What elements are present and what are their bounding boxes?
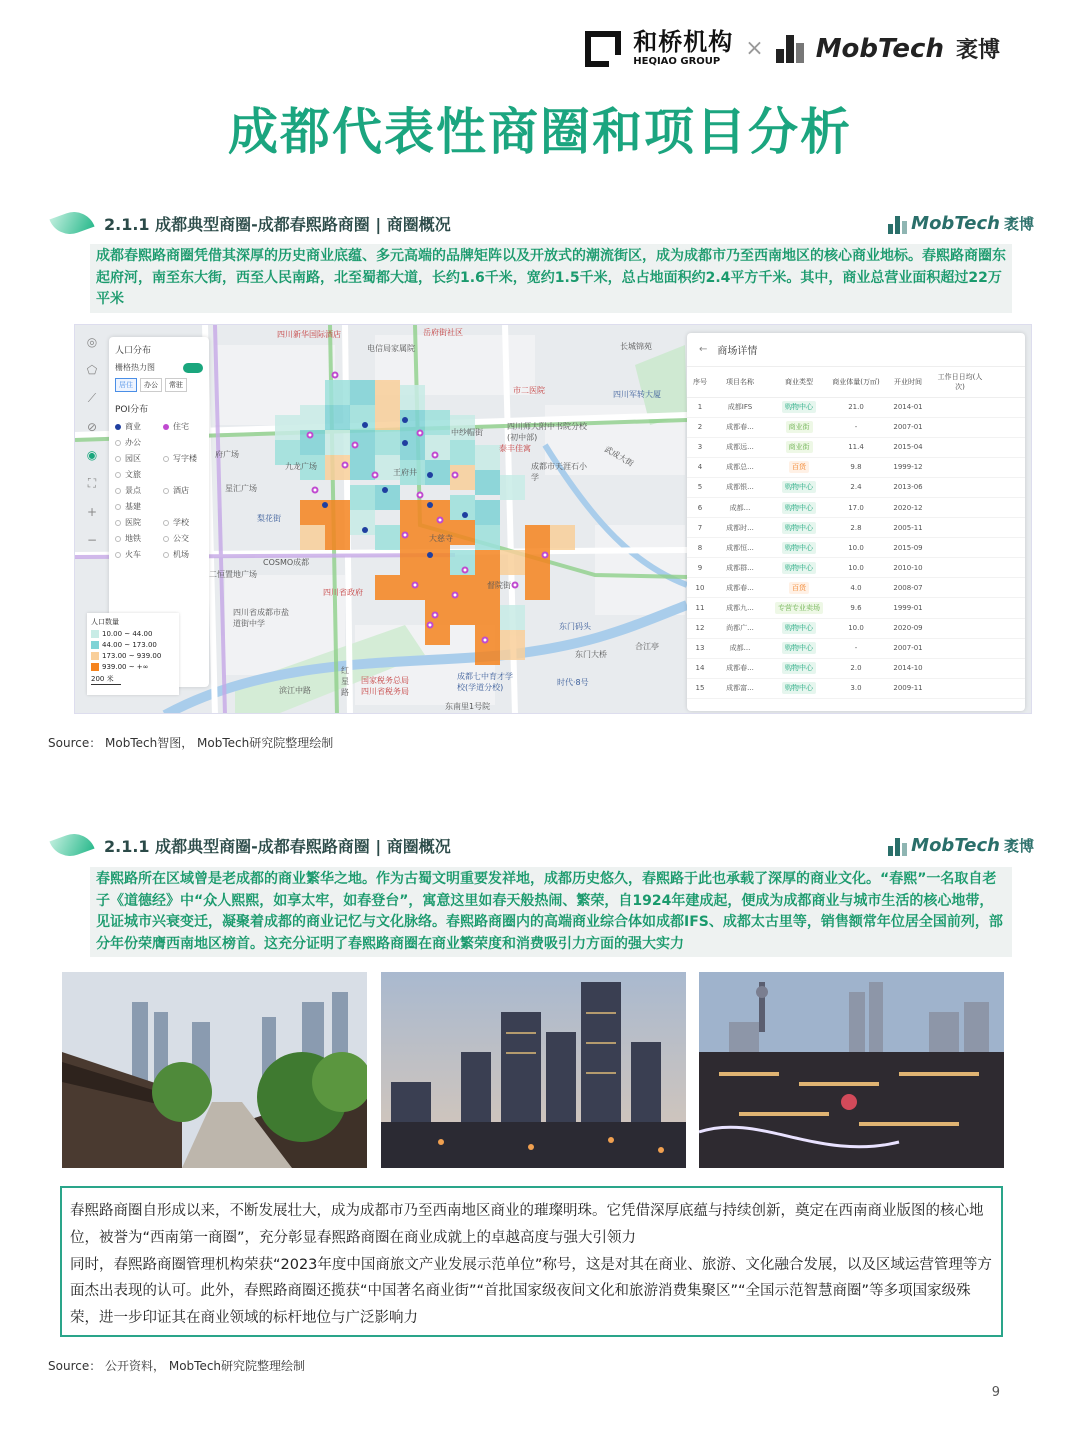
checkbox-icon — [115, 536, 121, 542]
poi-label: 火车 — [125, 550, 141, 559]
table-cell: 成都春... — [713, 417, 767, 437]
poi-label: 文旅 — [125, 470, 141, 479]
mall-table — [687, 367, 1025, 699]
type-tag: 购物中心 — [782, 622, 816, 634]
table-cell: 11.4 — [831, 437, 881, 457]
map-label: 东南里1号院 — [445, 702, 491, 711]
col-header: 商业类型 — [767, 367, 831, 397]
table-cell: 2015-04 — [881, 437, 935, 457]
heqiao-logo-en: HEQIAO GROUP — [633, 56, 721, 67]
poi-label: 写字楼 — [173, 454, 197, 463]
table-cell: 2.0 — [831, 658, 881, 678]
table-cell: 4 — [687, 457, 713, 477]
mobtech-logo-word: MobTech — [815, 33, 944, 64]
brand-word: MobTech — [911, 212, 1000, 234]
type-tag: 商业街 — [786, 441, 813, 453]
table-cell: 2 — [687, 417, 713, 437]
table-cell: 10.0 — [831, 538, 881, 558]
map-label: 国家税务总局四川省税务局 — [361, 676, 409, 696]
table-cell — [985, 477, 1025, 497]
table-cell — [767, 618, 831, 638]
table-cell: 2010-10 — [881, 558, 935, 578]
table-cell — [767, 397, 831, 417]
type-tag: 购物中心 — [782, 642, 816, 654]
layers-icon[interactable]: ◎ — [86, 335, 98, 349]
map-label: 东门码头 — [559, 622, 591, 631]
type-tag: 购物中心 — [782, 522, 816, 534]
table-cell — [985, 618, 1025, 638]
map-label: 电信局家属院 — [367, 344, 415, 353]
poi-label: 公交 — [173, 534, 189, 543]
table-cell — [985, 538, 1025, 558]
commerce-dot-icon — [115, 424, 121, 430]
map-label: 滨江中路 — [279, 686, 311, 695]
table-cell: - — [831, 638, 881, 658]
table-cell — [935, 678, 985, 698]
mobtech-mark-icon — [888, 216, 907, 234]
compass-icon[interactable]: ⊘ — [86, 420, 98, 434]
table-cell: 1999-01 — [881, 598, 935, 618]
table-cell: 2014-01 — [881, 397, 935, 417]
table-cell: 2020-12 — [881, 497, 935, 517]
map-toolbar — [81, 335, 103, 547]
table-cell — [935, 578, 985, 598]
table-row[interactable] — [687, 397, 1025, 417]
summary-box — [60, 1186, 1003, 1337]
table-cell — [767, 598, 831, 618]
table-cell: 8 — [687, 538, 713, 558]
map-screenshot — [74, 324, 1032, 714]
table-cell: 1 — [687, 397, 713, 417]
table-cell — [935, 397, 985, 417]
table-row[interactable] — [687, 518, 1025, 538]
type-tag: 百货 — [789, 582, 809, 594]
table-cell — [985, 638, 1025, 658]
legend-title: 人口数量 — [91, 618, 119, 626]
table-cell — [935, 538, 985, 558]
table-cell: 2.4 — [831, 477, 881, 497]
map-label: 二恒置地广场 — [209, 570, 257, 579]
col-header: 序号 — [687, 367, 713, 397]
table-cell: 成都春... — [713, 578, 767, 598]
table-cell: 5 — [687, 477, 713, 497]
photo-taikoo-li-day — [62, 972, 367, 1168]
legend-swatch — [91, 663, 99, 671]
residence-dot-icon — [163, 424, 169, 430]
poi-label: 地铁 — [125, 534, 141, 543]
map-label: 四川新华国际酒店 — [277, 330, 341, 339]
map-label: 岳府街社区 — [423, 328, 463, 337]
summary-paragraph-2: 同时，春熙路商圈管理机构荣获“2023年度中国商旅文产业发展示范单位”称号，这是对其在商业、旅游、文化融合发展，以及区域运营管理等方面杰出表现的认可。此外，春熙路商圈还揽获“中国著名商业街”“首批国家级夜间文化和旅游消费集聚区”“全国示范智慧商圈”等多项国家级殊荣，进一步印证其在商业领域的标杆地位与广泛影响力 — [70, 1256, 992, 1327]
table-cell: 10 — [687, 578, 713, 598]
checkbox-icon — [115, 520, 121, 526]
fullscreen-icon[interactable]: ⛶ — [87, 476, 97, 490]
poi-title: POI分布 — [115, 405, 149, 415]
table-cell: 成都九... — [713, 598, 767, 618]
col-header: 商业体量(万㎡) — [831, 367, 881, 397]
legend-swatch — [91, 641, 99, 649]
brand-word: MobTech — [911, 834, 1000, 856]
poi-row[interactable] — [115, 469, 203, 480]
heatmap-toggle[interactable] — [183, 363, 203, 373]
table-row[interactable] — [687, 618, 1025, 638]
poi-row[interactable] — [115, 453, 203, 464]
checkbox-icon — [115, 488, 121, 494]
table-cell: 2005-11 — [881, 518, 935, 538]
mobtech-logo-cn: 袤博 — [955, 38, 1000, 63]
legend-label: 10.00 ~ 44.00 — [102, 630, 153, 638]
table-cell — [935, 417, 985, 437]
table-cell — [985, 417, 1025, 437]
table-row[interactable] — [687, 578, 1025, 598]
table-cell — [935, 457, 985, 477]
section2-brand — [888, 835, 1034, 856]
map-label: 府广场 — [215, 450, 239, 459]
table-cell — [767, 497, 831, 517]
table-cell: 2007-01 — [881, 417, 935, 437]
table-cell: 10.0 — [831, 618, 881, 638]
table-cell: 成都... — [713, 497, 767, 517]
table-cell: 13 — [687, 638, 713, 658]
table-row[interactable] — [687, 437, 1025, 457]
page-number: 9 — [991, 1385, 1000, 1400]
section1-intro: 成都春熙路商圈凭借其深厚的历史商业底蕴、多元高端的品牌矩阵以及开放式的潮流街区，成为成都市乃至西南地区的核心商业地标。春熙路商圈东起府河，南至东大街，西至人民南路，北至蜀都大道，长约1.6千米，宽约1.5千米，总占地面积约2.4平方千米。其中，商业总营业面积超过22万平米 — [90, 244, 1012, 313]
photo-district-night — [699, 972, 1004, 1168]
ruler-icon[interactable]: ⟋ — [87, 391, 97, 405]
table-cell — [767, 518, 831, 538]
mall-detail-header — [687, 333, 1025, 367]
page-title: 成都代表性商圈和项目分析 — [228, 103, 852, 161]
type-tag: 购物中心 — [782, 542, 816, 554]
poi-label: 住宅 — [173, 422, 189, 431]
table-cell — [985, 437, 1025, 457]
map-label: 九龙广场 — [285, 462, 317, 471]
legend-swatch — [91, 630, 99, 638]
table-cell: 成都群... — [713, 558, 767, 578]
table-cell — [985, 497, 1025, 517]
table-cell — [935, 558, 985, 578]
leaf-icon — [48, 830, 96, 860]
map-label: 四川师大附中书院分校(初中部) — [507, 422, 587, 442]
table-cell: 2013-06 — [881, 477, 935, 497]
chip-residence[interactable]: 居住 — [115, 378, 137, 392]
table-cell: 12 — [687, 618, 713, 638]
table-row[interactable] — [687, 678, 1025, 698]
poi-row[interactable] — [115, 437, 203, 448]
table-cell: 15 — [687, 678, 713, 698]
checkbox-icon — [115, 552, 121, 558]
brand-cn: 袤博 — [1003, 214, 1034, 233]
scale-bar: 200 米 — [91, 674, 121, 685]
map-label: 泰丰佳寓 — [499, 444, 531, 453]
legend-label: 44.00 ~ 173.00 — [102, 641, 157, 649]
table-cell: 2007-01 — [881, 638, 935, 658]
table-row[interactable] — [687, 638, 1025, 658]
checkbox-icon — [163, 552, 169, 558]
poi-row[interactable] — [115, 485, 203, 496]
table-cell: 成都富... — [713, 678, 767, 698]
table-cell — [767, 417, 831, 437]
table-cell — [767, 437, 831, 457]
population-chips — [115, 378, 203, 392]
type-tag: 购物中心 — [782, 682, 816, 694]
section1-source: Source： MobTech智图， MobTech研究院整理绘制 — [48, 736, 334, 750]
map-label: 四川省成都市盐道街中学 — [233, 608, 289, 628]
map-label: 时代·8号 — [557, 678, 589, 687]
map-label: 东门大桥 — [575, 650, 607, 659]
table-row[interactable] — [687, 538, 1025, 558]
photo-row — [62, 972, 1004, 1168]
table-row[interactable] — [687, 497, 1025, 517]
type-tag: 购物中心 — [782, 401, 816, 413]
table-cell: 3 — [687, 437, 713, 457]
table-cell: 2015-09 — [881, 538, 935, 558]
table-cell — [985, 678, 1025, 698]
table-cell — [935, 477, 985, 497]
section1-header — [48, 206, 1034, 240]
table-cell — [985, 578, 1025, 598]
map-label: 梨花街 — [257, 514, 281, 523]
map-label: 督院街 — [487, 581, 511, 590]
table-cell: 1999-12 — [881, 457, 935, 477]
table-cell: 成都恒... — [713, 538, 767, 558]
table-cell: 9 — [687, 558, 713, 578]
map-label: 四川省政府 — [323, 588, 363, 597]
type-tag: 商业街 — [786, 421, 813, 433]
section2-intro: 春熙路所在区域曾是老成都的商业繁华之地。作为古蜀文明重要发祥地，成都历史悠久，春熙路于此也承载了深厚的商业文化。“春熙”一名取自老子《道德经》中“众人熙熙，如享太牢，如春登台”，寓意这里如春天般热闹、繁荣，自1924年建成起，便成为成都商业与城市生活的核心地带，见证城市兴衰变迁，凝聚着成都的商业记忆与文化脉络。春熙路商圈内的高端商业综合体如成都IFS、成都太古里等，销售额常年位居全国前列，部分年份荣膺西南地区榜首。这充分证明了春熙路商圈在商业繁荣度和消费吸引力方面的强大实力 — [90, 867, 1012, 957]
zoom-out-icon[interactable]: − — [86, 533, 98, 547]
table-row[interactable] — [687, 417, 1025, 437]
legend-swatch — [91, 652, 99, 660]
col-header: 项目名称 — [713, 367, 767, 397]
table-cell: 2.8 — [831, 518, 881, 538]
poi-label: 医院 — [125, 518, 141, 527]
summary-paragraph-1: 春熙路商圈自形成以来，不断发展壮大，成为成都市乃至西南地区商业的璀璨明珠。它凭借深厚底蕴与持续创新，奠定在西南商业版图的核心地位，被誉为“西南第一商圈”，充分彰显春熙路商圈在商业成就上的卓越高度与强大引领力 — [70, 1203, 984, 1246]
map-label: 武成大街 — [602, 444, 636, 469]
type-tag: 购物中心 — [782, 481, 816, 493]
map-label: 成都七中育才学校(学道分校) — [457, 672, 513, 692]
table-cell: 2014-10 — [881, 658, 935, 678]
mobtech-mark-icon — [888, 838, 907, 856]
table-row[interactable] — [687, 457, 1025, 477]
map-label: 星汇广场 — [225, 484, 257, 493]
map-label: 成都市天涯石小学 — [531, 462, 587, 482]
polygon-icon[interactable]: ⬠ — [86, 363, 98, 377]
poi-label: 园区 — [125, 454, 141, 463]
photo-ifs-night — [381, 972, 686, 1168]
section1-brand — [888, 213, 1034, 234]
legend-item — [91, 652, 175, 660]
mobtech-mark-icon — [776, 35, 804, 63]
table-row[interactable] — [687, 658, 1025, 678]
table-cell: - — [831, 417, 881, 437]
heqiao-logo — [633, 30, 733, 67]
poi-label: 机场 — [173, 550, 189, 559]
checkbox-icon — [115, 504, 121, 510]
table-cell — [985, 598, 1025, 618]
table-cell — [985, 658, 1025, 678]
poi-label: 商业 — [125, 422, 141, 431]
logo-separator: × — [745, 36, 764, 61]
table-cell — [935, 598, 985, 618]
table-cell: 9.6 — [831, 598, 881, 618]
checkbox-icon — [163, 456, 169, 462]
table-cell — [935, 437, 985, 457]
type-tag: 百货 — [789, 461, 809, 473]
checkbox-icon — [163, 520, 169, 526]
table-cell — [767, 678, 831, 698]
table-cell: 4.0 — [831, 578, 881, 598]
legend-item — [91, 641, 175, 649]
table-cell — [767, 477, 831, 497]
checkbox-icon — [115, 440, 121, 446]
table-cell — [767, 658, 831, 678]
checkbox-icon — [115, 456, 121, 462]
table-cell: 17.0 — [831, 497, 881, 517]
zoom-in-icon[interactable]: + — [86, 505, 98, 519]
poi-row[interactable] — [115, 501, 203, 512]
table-cell: 14 — [687, 658, 713, 678]
table-cell: 10.0 — [831, 558, 881, 578]
legend-item — [91, 663, 175, 671]
mall-detail-panel — [687, 333, 1025, 711]
map-label: 合江亭 — [635, 642, 659, 651]
poi-label: 学校 — [173, 518, 189, 527]
table-cell — [935, 518, 985, 538]
type-tag: 购物中心 — [782, 562, 816, 574]
table-cell — [985, 518, 1025, 538]
back-arrow-icon[interactable]: ← — [699, 344, 708, 355]
checkbox-icon — [115, 472, 121, 478]
table-cell — [767, 558, 831, 578]
table-row[interactable] — [687, 477, 1025, 497]
heqiao-logo-icon — [585, 31, 621, 67]
table-cell: 成都银... — [713, 477, 767, 497]
table-cell: 成都时... — [713, 518, 767, 538]
table-cell: 成都总... — [713, 457, 767, 477]
heat-label: 栅格热力图 — [115, 363, 155, 372]
poi-row[interactable] — [115, 517, 203, 528]
table-cell: 成都远... — [713, 437, 767, 457]
table-cell — [935, 638, 985, 658]
map-label: 大慈寺 — [429, 534, 453, 543]
map-label: 王府井 — [393, 468, 417, 477]
poi-row[interactable] — [115, 549, 203, 560]
leaf-icon — [48, 208, 96, 238]
table-cell — [767, 638, 831, 658]
table-cell — [985, 457, 1025, 477]
table-cell — [935, 497, 985, 517]
poi-label: 酒店 — [173, 486, 189, 495]
poi-row[interactable] — [115, 533, 203, 544]
table-cell: 成都IFS — [713, 397, 767, 417]
brand-cn: 袤博 — [1003, 836, 1034, 855]
type-tag: 专营专业卖场 — [775, 602, 823, 614]
mall-table-body — [687, 397, 1025, 698]
population-legend — [87, 613, 179, 695]
table-cell: 2020-09 — [881, 618, 935, 638]
table-cell: 7 — [687, 518, 713, 538]
map-label: 四川军转大厦 — [613, 390, 661, 399]
population-title: 人口分布 — [115, 346, 152, 356]
map-label: 市二医院 — [513, 386, 545, 395]
table-cell: 2009-11 — [881, 678, 935, 698]
table-cell — [935, 658, 985, 678]
section2-title: 2.1.1 成都典型商圈-成都春熙路商圈 | 商圈概况 — [104, 836, 451, 856]
mall-detail-title: 商场详情 — [717, 346, 758, 357]
table-cell: 成都春... — [713, 658, 767, 678]
poi-label: 景点 — [125, 486, 141, 495]
col-header: 开业时间 — [881, 367, 935, 397]
table-cell: 尚都广... — [713, 618, 767, 638]
table-cell — [767, 457, 831, 477]
section1-title: 2.1.1 成都典型商圈-成都春熙路商圈 | 商圈概况 — [104, 214, 451, 234]
map-label: 红星路 — [341, 666, 349, 697]
section2-source: Source： 公开资料， MobTech研究院整理绘制 — [48, 1359, 306, 1373]
header-logos — [585, 30, 1000, 67]
table-cell: 6 — [687, 497, 713, 517]
legend-item — [91, 630, 175, 638]
table-cell — [767, 538, 831, 558]
type-tag: 购物中心 — [782, 662, 816, 674]
chip-office[interactable]: 办公 — [140, 378, 162, 392]
legend-label: 173.00 ~ 939.00 — [102, 652, 162, 660]
map-label: COSMO成都 — [263, 558, 310, 567]
poi-label: 基建 — [125, 502, 141, 511]
chip-resident[interactable]: 常驻 — [165, 378, 187, 392]
table-cell: 3.0 — [831, 678, 881, 698]
table-cell: 21.0 — [831, 397, 881, 417]
table-cell: 成都... — [713, 638, 767, 658]
table-row[interactable] — [687, 558, 1025, 578]
table-cell — [935, 618, 985, 638]
table-cell — [985, 397, 1025, 417]
legend-label: 939.00 ~ +∞ — [102, 663, 149, 671]
poi-label: 办公 — [125, 438, 141, 447]
table-cell — [985, 558, 1025, 578]
table-row[interactable] — [687, 598, 1025, 618]
poi-row[interactable] — [115, 421, 203, 432]
heqiao-logo-cn: 和桥机构 — [633, 28, 734, 56]
section2-header — [48, 828, 1034, 862]
table-cell: 2008-07 — [881, 578, 935, 598]
map-label: 长城锦苑 — [620, 342, 652, 351]
map-label: 中纱帽街 — [451, 428, 483, 437]
checkbox-icon — [163, 536, 169, 542]
checkbox-icon — [163, 488, 169, 494]
col-header: 工作日日均(人次) — [935, 367, 985, 397]
location-icon[interactable]: ◉ — [86, 448, 98, 462]
type-tag: 购物中心 — [782, 502, 816, 514]
table-cell: 11 — [687, 598, 713, 618]
table-cell: 9.8 — [831, 457, 881, 477]
table-cell — [767, 578, 831, 598]
